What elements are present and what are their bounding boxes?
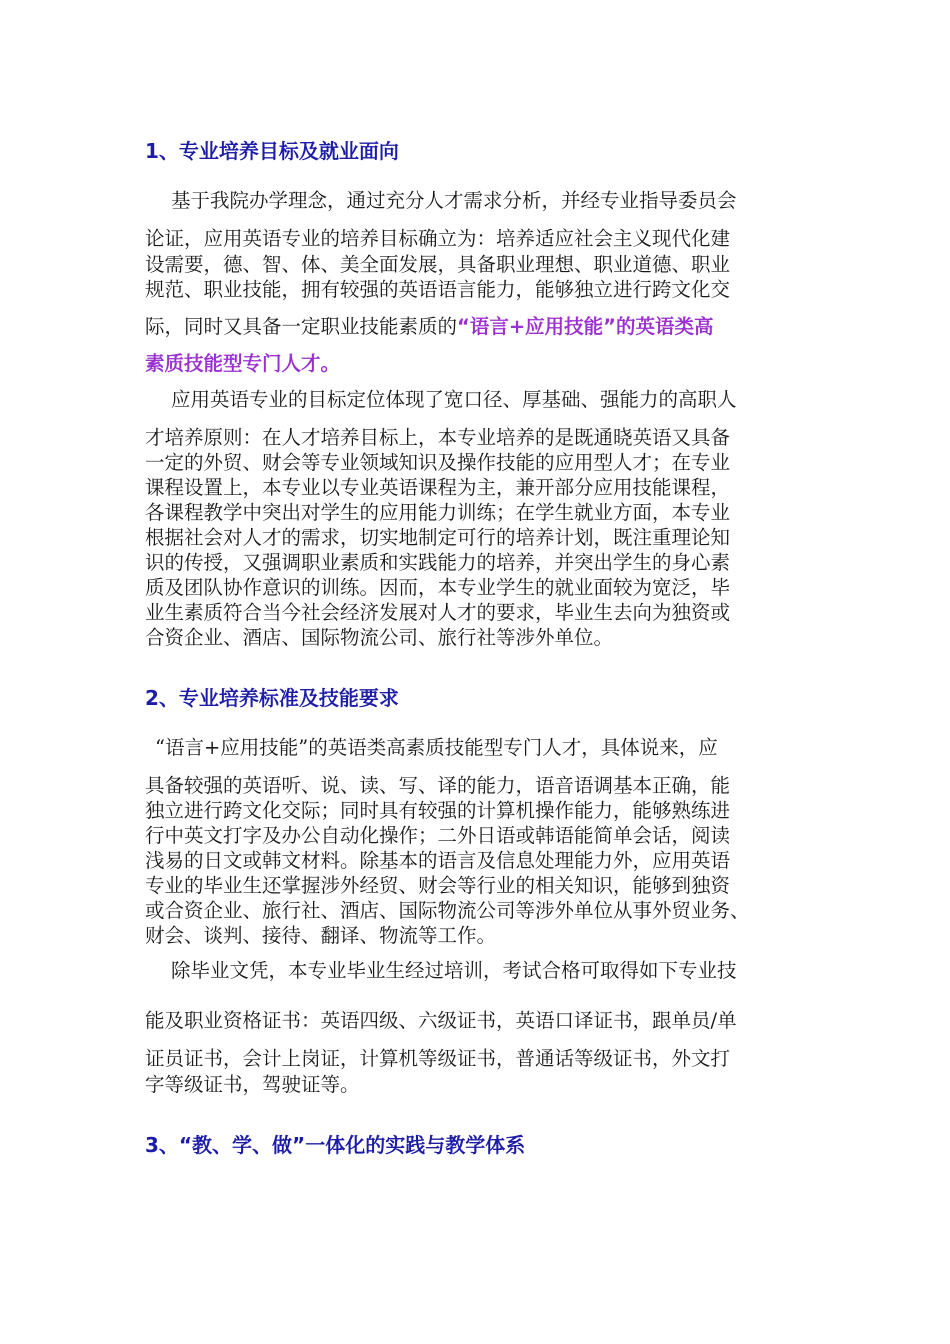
text-line: 根据社会对人才的需求，切实地制定可行的培养计划，既注重理论知 xyxy=(145,526,731,549)
text-line: 论证，应用英语专业的培养目标确立为：培养适应社会主义现代化建 xyxy=(145,227,731,250)
text-line: 合资企业、酒店、国际物流公司、旅行社等涉外单位。 xyxy=(145,626,614,649)
text-line: 识的传授，又强调职业素质和实践能力的培养，并突出学生的身心素 xyxy=(145,551,731,574)
text-line: 独立进行跨文化交际；同时具有较强的计算机操作能力，能够熟练进 xyxy=(145,799,731,822)
text-line: 行中英文打字及办公自动化操作；二外日语或韩语能简单会话，阅读 xyxy=(145,824,731,847)
section-2-paragraph-2 xyxy=(145,958,805,1097)
text-line: 专业的毕业生还掌握涉外经贸、财会等行业的相关知识，能够到独资 xyxy=(145,874,731,897)
text-line: 证员证书，会计上岗证，计算机等级证书，普通话等级证书，外文打 xyxy=(145,1047,731,1070)
section-2-paragraph-1 xyxy=(145,735,805,948)
section-2-heading: 2、专业培养标准及技能要求 xyxy=(145,686,399,710)
section-1-heading: 1、专业培养目标及就业面向 xyxy=(145,139,399,163)
section-1-paragraph-1 xyxy=(145,188,805,376)
section-3-heading: 3、“教、学、做”一体化的实践与教学体系 xyxy=(145,1133,526,1157)
text-line: “语言+应用技能”的英语类高素质技能型专门人才，具体说来，应 xyxy=(155,736,718,759)
text-line: 除毕业文凭，本专业毕业生经过培训，考试合格可取得如下专业技 xyxy=(171,959,737,982)
text-segment: 际，同时又具备一定职业技能素质的 xyxy=(145,315,458,338)
text-line: 设需要，德、智、体、美全面发展，具备职业理想、职业道德、职业 xyxy=(145,253,731,276)
highlight-line: 素质技能型专门人才。 xyxy=(145,352,341,375)
section-1-paragraph-2 xyxy=(145,387,805,650)
text-line: 课程设置上，本专业以专业英语课程为主，兼开部分应用技能课程， xyxy=(145,476,731,499)
text-line: 应用英语专业的目标定位体现了宽口径、厚基础、强能力的高职人 xyxy=(171,388,737,411)
text-line: 业生素质符合当今社会经济发展对人才的要求，毕业生去向为独资或 xyxy=(145,601,731,624)
text-line: 各课程教学中突出对学生的应用能力训练；在学生就业方面，本专业 xyxy=(145,501,731,524)
text-line: 基于我院办学理念，通过充分人才需求分析，并经专业指导委员会 xyxy=(171,189,737,212)
text-line: 才培养原则：在人才培养目标上，本专业培养的是既通晓英语又具备 xyxy=(145,426,731,449)
highlight-phrase: “语言+应用技能”的英语类高 xyxy=(457,315,714,338)
text-line: 一定的外贸、财会等专业领域知识及操作技能的应用型人才；在专业 xyxy=(145,451,731,474)
text-line: 字等级证书，驾驶证等。 xyxy=(145,1073,360,1096)
text-line: 具备较强的英语听、说、读、写、译的能力，语音语调基本正确，能 xyxy=(145,774,731,797)
text-line: 财会、谈判、接待、翻译、物流等工作。 xyxy=(145,924,497,947)
text-line: 或合资企业、旅行社、酒店、国际物流公司等涉外单位从事外贸业务、 xyxy=(145,899,750,922)
text-line: 浅易的日文或韩文材料。除基本的语言及信息处理能力外，应用英语 xyxy=(145,849,731,872)
text-line: 质及团队协作意识的训练。因而，本专业学生的就业面较为宽泛，毕 xyxy=(145,576,731,599)
text-line: 规范、职业技能，拥有较强的英语语言能力，能够独立进行跨文化交 xyxy=(145,278,731,301)
text-line xyxy=(145,314,805,351)
text-line: 能及职业资格证书：英语四级、六级证书，英语口译证书，跟单员/单 xyxy=(145,1009,737,1032)
